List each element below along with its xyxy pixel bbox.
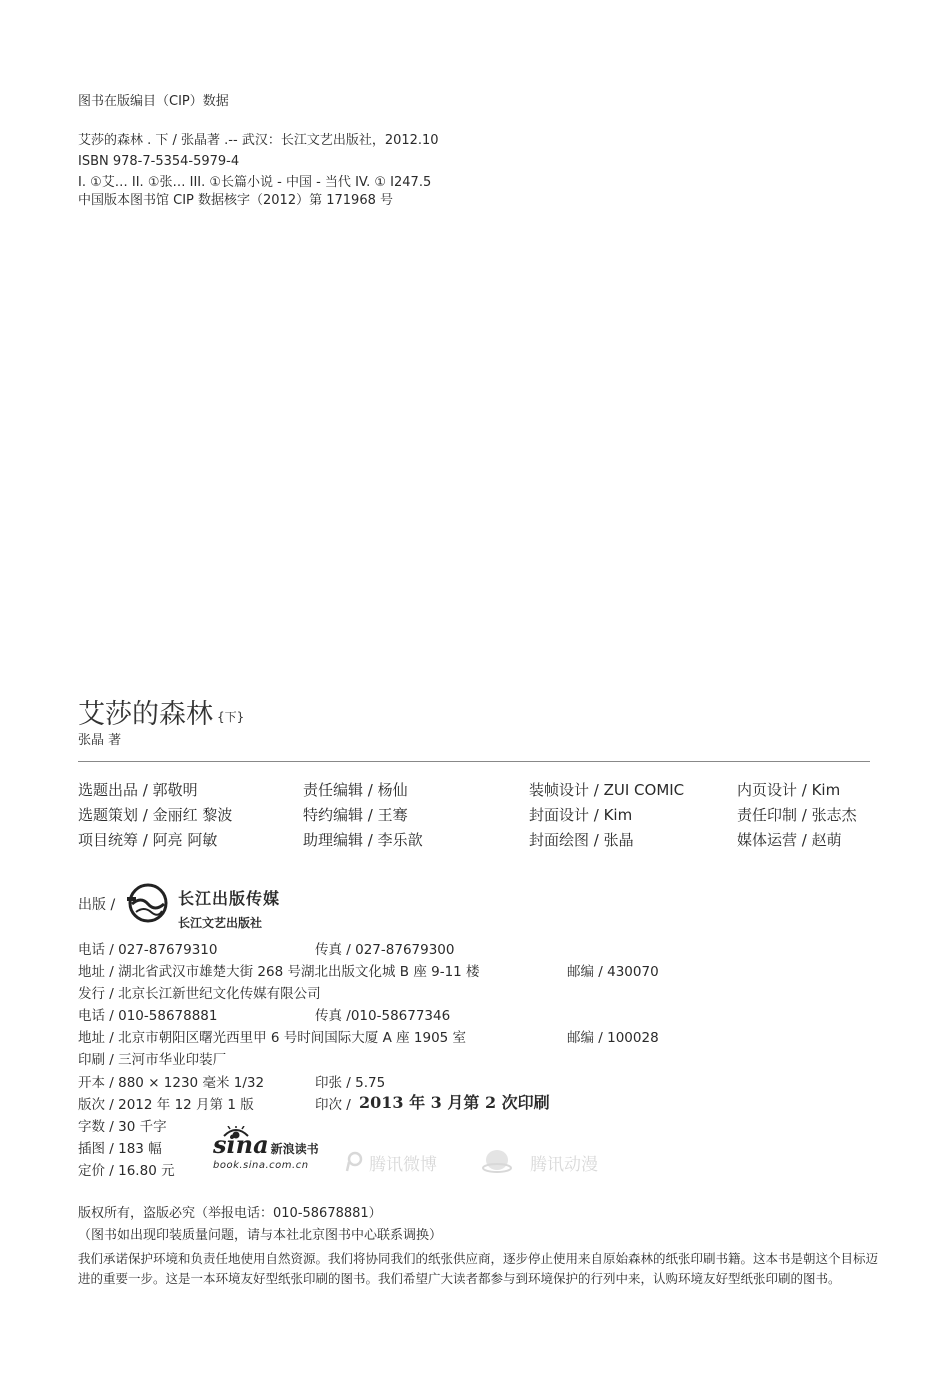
- book-volume: {下}: [217, 710, 245, 724]
- cip-heading: 图书在版编目（CIP）数据: [78, 94, 229, 109]
- publisher-logo-icon: [127, 882, 169, 924]
- quality-notice: （图书如出现印装质量问题，请与本社北京图书中心联系调换）: [78, 1228, 443, 1243]
- staff-credit: 选题出品 / 郭敬明: [78, 781, 198, 799]
- sina-books-logo: [213, 1130, 319, 1159]
- cip-line: I. ①艾… II. ①张… III. ①长篇小说 - 中国 - 当代 IV. ① I247.5: [78, 175, 432, 190]
- fax-1: 传真 / 027-87679300: [315, 942, 455, 958]
- staff-column-4: [737, 778, 857, 853]
- address-1: 地址 / 湖北省武汉市雄楚大街 268 号湖北出版文化城 B 座 9-11 楼: [78, 964, 480, 980]
- distributor: 发行 / 北京长江新世纪文化传媒有限公司: [78, 986, 321, 1002]
- cip-line: 中国版本图书馆 CIP 数据核字（2012）第 171968 号: [78, 193, 393, 208]
- staff-credit: 选题策划 / 金丽红 黎波: [78, 806, 233, 824]
- zip-1: 邮编 / 430070: [567, 964, 659, 980]
- book-title: [78, 692, 244, 731]
- staff-credit: 项目统筹 / 阿亮 阿敏: [78, 831, 218, 849]
- tencent-weibo-icon: [345, 1150, 365, 1176]
- cip-line: 艾莎的森林 . 下 / 张晶著 .-- 武汉：长江文艺出版社，2012.10: [78, 133, 439, 148]
- staff-credit: 责任印制 / 张志杰: [737, 806, 857, 824]
- cip-line: ISBN 978-7-5354-5979-4: [78, 154, 240, 169]
- staff-column-1: [78, 778, 232, 853]
- staff-credit: 助理编辑 / 李乐歆: [303, 831, 423, 849]
- tel-1: 电话 / 027-87679310: [78, 942, 218, 958]
- sheets: 印张 / 5.75: [315, 1075, 386, 1091]
- address-2: 地址 / 北京市朝阳区曙光西里甲 6 号时间国际大厦 A 座 1905 室: [78, 1030, 467, 1046]
- publisher-brand-name: 长江出版传媒: [178, 889, 281, 908]
- format: 开本 / 880 × 1230 毫米 1/32: [78, 1075, 265, 1091]
- staff-credit: 内页设计 / Kim: [737, 781, 841, 799]
- fax-2: 传真 /010-58677346: [315, 1008, 451, 1024]
- divider-rule: [78, 761, 870, 762]
- environment-statement: 我们承诺保护环境和负责任地使用自然资源。我们将协同我们的纸张供应商，逐步停止使用来自原始森林的纸张印刷书籍。这本书是朝这个目标迈进的重要一步。这是一本环境友好型纸张印刷的图书。我们希望广大读者都参与到环境保护的行列中来，认购环境友好型纸张印刷的图书。: [78, 1251, 879, 1286]
- sina-books-label: 新浪读书: [270, 1142, 319, 1156]
- sina-url: book.sina.com.cn: [213, 1160, 309, 1171]
- staff-credit: 责任编辑 / 杨仙: [303, 781, 408, 799]
- illustration-count: 插图 / 183 幅: [78, 1141, 162, 1157]
- partner-tencent-comic: 腾讯动漫: [530, 1155, 598, 1175]
- impression-label: 印次 /: [315, 1097, 351, 1113]
- staff-credit: 封面绘图 / 张晶: [529, 831, 634, 849]
- partner-tencent-weibo: 腾讯微博: [369, 1155, 437, 1175]
- sina-logo-text: sina: [213, 1130, 269, 1159]
- book-author: 张晶 著: [78, 733, 122, 748]
- copyright-line: 版权所有，盗版必究（举报电话：010-58678881）: [78, 1206, 382, 1221]
- publisher-name: 长江文艺出版社: [178, 916, 263, 930]
- tel-2: 电话 / 010-58678881: [78, 1008, 218, 1024]
- staff-column-2: [303, 778, 423, 853]
- edition: 版次 / 2012 年 12 月第 1 版: [78, 1097, 254, 1113]
- printer: 印刷 / 三河市华业印装厂: [78, 1052, 227, 1068]
- staff-credit: 装帧设计 / ZUI COMIC: [529, 781, 685, 799]
- book-title-text: 艾莎的森林: [78, 699, 213, 730]
- publisher-label: 出版 /: [78, 897, 116, 913]
- impression-value: 2013 年 3 月第 2 次印刷: [359, 1093, 550, 1112]
- word-count: 字数 / 30 千字: [78, 1119, 167, 1135]
- staff-credit: 媒体运营 / 赵萌: [737, 831, 842, 849]
- staff-credit: 封面设计 / Kim: [529, 806, 633, 824]
- price: 定价 / 16.80 元: [78, 1163, 175, 1179]
- tencent-comic-icon: [482, 1148, 512, 1178]
- staff-column-3: [529, 778, 684, 853]
- staff-credit: 特约编辑 / 王骞: [303, 806, 408, 824]
- zip-2: 邮编 / 100028: [567, 1030, 659, 1046]
